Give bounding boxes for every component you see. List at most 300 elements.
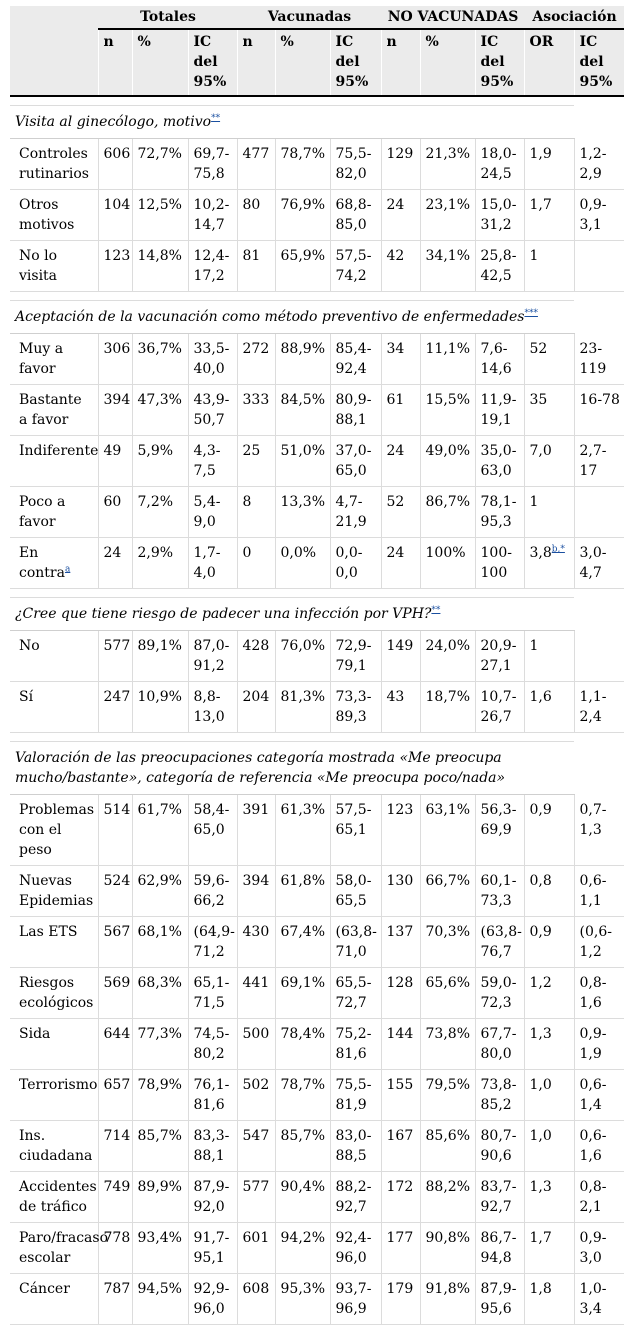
table-cell: [475, 385, 524, 436]
cell-value: 85,6%: [425, 1128, 470, 1144]
cell-value: (63,8-71,0: [335, 924, 377, 960]
table-cell: [574, 1070, 624, 1121]
cell-value: 35: [529, 392, 548, 408]
row-label-text: Indiferente: [19, 443, 99, 459]
row-label: [10, 1070, 98, 1121]
subheader-cell: %: [420, 29, 475, 96]
cell-value: 130: [386, 873, 414, 889]
table-cell: [98, 487, 132, 538]
table-cell: [524, 1019, 574, 1070]
cell-value: (64,9-71,2: [193, 924, 235, 960]
table-cell: [574, 1172, 624, 1223]
table-row: [10, 631, 624, 682]
cell-value: 577: [103, 638, 131, 654]
cell-value: 42: [386, 248, 405, 264]
cell-value: 601: [242, 1230, 270, 1246]
table-cell: [237, 190, 275, 241]
cell-value: 1,6: [529, 689, 552, 705]
table-row: [10, 1070, 624, 1121]
table-cell: [475, 487, 524, 538]
table-cell: [574, 866, 624, 917]
table-cell: [381, 968, 420, 1019]
section-title: [10, 598, 574, 631]
row-label-text: Poco a favor: [19, 494, 66, 530]
cell-value: 60: [103, 494, 122, 510]
cell-value: 87,0-91,2: [193, 638, 230, 674]
table-cell: [524, 1274, 574, 1325]
cell-value: 4,7-21,9: [335, 494, 367, 530]
cell-value: 72,7%: [137, 146, 182, 162]
subheader-cell: OR: [524, 29, 574, 96]
subheader-cell: n: [381, 29, 420, 96]
subheader-cell: n: [237, 29, 275, 96]
cell-value: 61,3%: [280, 802, 325, 818]
table-cell: [98, 1223, 132, 1274]
table-cell: [420, 436, 475, 487]
table-cell: [132, 1274, 188, 1325]
table-cell: [524, 385, 574, 436]
table-cell: [381, 917, 420, 968]
table-cell: [381, 795, 420, 866]
footnote-link[interactable]: **: [431, 605, 441, 616]
table-cell: [98, 1019, 132, 1070]
table-cell: [132, 1223, 188, 1274]
table-row: [10, 795, 624, 866]
cell-value: 88,2-92,7: [335, 1179, 372, 1215]
table-cell: [475, 1121, 524, 1172]
cell-value: 24: [103, 545, 122, 561]
cell-value: 1,0: [529, 1077, 552, 1093]
table-cell: [524, 682, 574, 733]
table-cell: [188, 385, 237, 436]
table-cell: [98, 1121, 132, 1172]
table-cell: [524, 631, 574, 682]
cell-value: 333: [242, 392, 270, 408]
cell-value: 76,1-81,6: [193, 1077, 230, 1113]
table-cell: [381, 436, 420, 487]
section-spacer: [10, 589, 624, 598]
table-cell: [330, 1070, 381, 1121]
spacer-cell: [10, 733, 574, 742]
cell-value: 62,9%: [137, 873, 182, 889]
table-cell: [524, 917, 574, 968]
table-body: [10, 96, 624, 1325]
cell-value: 608: [242, 1281, 270, 1297]
footnote-link[interactable]: a: [64, 564, 71, 575]
table-cell: [330, 917, 381, 968]
cell-value: 1: [529, 494, 539, 510]
table-cell: [420, 631, 475, 682]
cell-value: 85,4-92,4: [335, 341, 372, 377]
table-cell: [420, 682, 475, 733]
cell-value: 65,6%: [425, 975, 470, 991]
table-row: [10, 1223, 624, 1274]
table-cell: [420, 190, 475, 241]
table-row: [10, 917, 624, 968]
table-cell: [132, 538, 188, 589]
cell-value: 84,5%: [280, 392, 325, 408]
cell-value: 272: [242, 341, 270, 357]
table-row: [10, 968, 624, 1019]
table-cell: [98, 968, 132, 1019]
table-cell: [381, 385, 420, 436]
table-cell: [330, 241, 381, 292]
cell-value: 3,8: [529, 545, 552, 561]
cell-value: 52: [529, 341, 548, 357]
table-cell: [188, 795, 237, 866]
section-title-text: ¿Cree que tiene riesgo de padecer una infección por VPH?: [15, 606, 432, 622]
table-cell: [188, 1019, 237, 1070]
table-cell: [237, 682, 275, 733]
table-cell: [188, 487, 237, 538]
table-cell: [237, 1172, 275, 1223]
table-row: [10, 436, 624, 487]
cell-value: 394: [103, 392, 131, 408]
cell-value: 85,7%: [280, 1128, 325, 1144]
row-label-text: Nuevas Epidemias: [19, 873, 94, 909]
subheader-cell: %: [132, 29, 188, 96]
cell-value: 86,7%: [425, 494, 470, 510]
cell-value: 70,3%: [425, 924, 470, 940]
table-cell: [188, 866, 237, 917]
table-cell: [132, 795, 188, 866]
table-cell: [574, 1019, 624, 1070]
table-cell: [237, 631, 275, 682]
cell-value: 12,4-17,2: [193, 248, 230, 284]
row-label-text: Ins. ciudadana: [19, 1128, 93, 1164]
cell-value: 24: [386, 443, 405, 459]
table-cell: [330, 334, 381, 385]
cell-value: 2,7-17: [579, 443, 607, 479]
row-label-text: Las ETS: [19, 924, 78, 940]
cell-value: 128: [386, 975, 414, 991]
cell-value: 73,8%: [425, 1026, 470, 1042]
cell-value: 52: [386, 494, 405, 510]
table-cell: [237, 968, 275, 1019]
cell-value: 91,7-95,1: [193, 1230, 230, 1266]
cell-value: 51,0%: [280, 443, 325, 459]
table-cell: [275, 1274, 330, 1325]
table-cell: [574, 1121, 624, 1172]
table-cell: [524, 538, 574, 589]
cell-value: 0,9: [529, 802, 552, 818]
cell-value: 428: [242, 638, 270, 654]
cell-value: 25,8-42,5: [480, 248, 517, 284]
cell-value: 24: [386, 197, 405, 213]
cell-value: 95,3%: [280, 1281, 325, 1297]
cell-value: 1,2-2,9: [579, 145, 607, 182]
table-cell: [330, 139, 381, 190]
cell-value: 8,8-13,0: [193, 689, 225, 725]
table-cell: [237, 334, 275, 385]
subheader-cell: IC del 95%: [188, 29, 237, 96]
cell-value: 155: [386, 1077, 414, 1093]
table-cell: [188, 1223, 237, 1274]
section-title: [10, 301, 574, 334]
section-spacer: [10, 733, 624, 742]
table-cell: [475, 190, 524, 241]
table-cell: [188, 139, 237, 190]
table-cell: [132, 1070, 188, 1121]
table-cell: [237, 139, 275, 190]
table-cell: [188, 538, 237, 589]
table-cell: [330, 487, 381, 538]
cell-value: 3,0-4,7: [579, 545, 607, 581]
cell-value: 5,9%: [137, 443, 174, 459]
cell-value: 547: [242, 1128, 270, 1144]
cell-value: 61: [386, 392, 405, 408]
table-cell: [574, 682, 624, 733]
cell-value: 14,8%: [137, 248, 182, 264]
cell-value: 59,0-72,3: [480, 975, 517, 1011]
table-cell: [237, 1019, 275, 1070]
table-cell: [381, 631, 420, 682]
table-cell: [330, 385, 381, 436]
table-cell: [132, 917, 188, 968]
cell-value: 441: [242, 975, 270, 991]
table-cell: [275, 1223, 330, 1274]
table-cell: [188, 917, 237, 968]
cell-value: 68,1%: [137, 924, 182, 940]
cell-value: 1,2: [529, 975, 552, 991]
footnote-link[interactable]: ***: [524, 308, 538, 319]
table-row: [10, 487, 624, 538]
cell-value: 69,1%: [280, 975, 325, 991]
table-cell: [98, 1172, 132, 1223]
cell-value: 83,0-88,5: [335, 1128, 372, 1164]
row-label: [10, 1121, 98, 1172]
table-cell: [420, 1172, 475, 1223]
table-cell: [275, 385, 330, 436]
cell-value: 79,5%: [425, 1077, 470, 1093]
cell-value: 24,0%: [425, 638, 470, 654]
cell-value: 577: [242, 1179, 270, 1195]
table-cell: [330, 538, 381, 589]
cell-value: 61,7%: [137, 802, 182, 818]
spacer-cell: [10, 589, 574, 598]
cell-value: 85,7%: [137, 1128, 182, 1144]
table-cell: [524, 1070, 574, 1121]
table-cell: [330, 1172, 381, 1223]
cell-value: 43,9-50,7: [193, 392, 230, 428]
table-cell: [381, 866, 420, 917]
table-cell: [98, 436, 132, 487]
cell-value: 88,9%: [280, 341, 325, 357]
cell-value: 1,9: [529, 146, 552, 162]
table-cell: [275, 917, 330, 968]
table-cell: [330, 866, 381, 917]
cell-value: 8: [242, 494, 252, 510]
table-cell: [132, 1019, 188, 1070]
table-cell: [475, 538, 524, 589]
cell-value: 100%: [425, 545, 466, 561]
table-cell: [381, 334, 420, 385]
cell-value: 0,6-1,1: [579, 873, 607, 909]
row-label-text: Muy a favor: [19, 341, 64, 377]
table-cell: [98, 795, 132, 866]
table-cell: [574, 795, 624, 866]
table-cell: [475, 241, 524, 292]
section-title-text: Valoración de las preocupaciones categoría mostrada «Me preocupa mucho/bastante», categoría de referencia «Me preocupa poco/nada»: [15, 750, 506, 786]
table-cell: [574, 1223, 624, 1274]
table-cell: [98, 190, 132, 241]
footnote-link[interactable]: b,*: [551, 544, 565, 555]
cell-value: 1,7: [529, 1230, 552, 1246]
table-cell: [98, 334, 132, 385]
table-cell: [275, 968, 330, 1019]
table-cell: [574, 968, 624, 1019]
cell-value: 0,0%: [280, 545, 317, 561]
row-label: [10, 866, 98, 917]
table-cell: [574, 538, 624, 589]
table-cell: [420, 1274, 475, 1325]
cell-value: 65,1-71,5: [193, 975, 230, 1011]
table-cell: [475, 334, 524, 385]
cell-value: 43: [386, 689, 405, 705]
table-cell: [574, 334, 624, 385]
cell-value: 391: [242, 802, 270, 818]
cell-value: 1,1-2,4: [579, 689, 607, 725]
table-cell: [420, 139, 475, 190]
table-cell: [574, 436, 624, 487]
table-cell: [237, 1223, 275, 1274]
cell-value: 69,7-75,8: [193, 146, 230, 182]
cell-value: 129: [386, 146, 414, 162]
cell-value: 89,1%: [137, 638, 182, 654]
table-cell: [275, 241, 330, 292]
table-cell: [574, 190, 624, 241]
table-cell: [330, 631, 381, 682]
table-cell: [381, 139, 420, 190]
table-cell: [132, 1121, 188, 1172]
table-cell: [98, 241, 132, 292]
cell-value: 65,5-72,7: [335, 975, 372, 1011]
cell-value: 75,2-81,6: [335, 1026, 372, 1062]
cell-value: 77,3%: [137, 1026, 182, 1042]
table-row: [10, 1172, 624, 1223]
table-cell: [237, 487, 275, 538]
table-row: [10, 1121, 624, 1172]
table-cell: [98, 631, 132, 682]
table-cell: [275, 1121, 330, 1172]
table-cell: [188, 968, 237, 1019]
section-title-text: Visita al ginecólogo, motivo: [15, 114, 212, 130]
row-label-text: Controles rutinarios: [19, 146, 89, 182]
row-label-text: Bastante a favor: [19, 392, 82, 428]
cell-value: 0,9: [529, 924, 552, 940]
cell-value: (63,8-76,7: [480, 924, 522, 960]
group-no-vacunadas: NO VACUNADAS: [381, 6, 524, 29]
cell-value: 644: [103, 1026, 131, 1042]
cell-value: 172: [386, 1179, 414, 1195]
cell-value: 306: [103, 341, 131, 357]
cell-value: 10,7-26,7: [480, 689, 517, 725]
table-cell: [475, 917, 524, 968]
cell-value: 0,7-1,3: [579, 801, 607, 838]
cell-value: 60,1-73,3: [480, 873, 517, 909]
cell-value: 61,8%: [280, 873, 325, 889]
table-row: [10, 538, 624, 589]
cell-value: 90,8%: [425, 1230, 470, 1246]
table-cell: [237, 1121, 275, 1172]
cell-value: 78,1-95,3: [480, 494, 517, 530]
table-cell: [237, 241, 275, 292]
table-cell: [98, 538, 132, 589]
cell-value: 83,3-88,1: [193, 1128, 230, 1164]
table-cell: [574, 631, 624, 682]
table-cell: [98, 1070, 132, 1121]
cell-value: 21,3%: [425, 146, 470, 162]
table-cell: [574, 1274, 624, 1325]
table-row: [10, 241, 624, 292]
row-label-text: Accidentes de tráfico: [19, 1179, 97, 1215]
cell-value: 78,7%: [280, 146, 325, 162]
table-cell: [420, 241, 475, 292]
table-cell: [381, 1121, 420, 1172]
cell-value: 91,8%: [425, 1281, 470, 1297]
spacer-cell: [10, 292, 574, 301]
table-cell: [132, 1172, 188, 1223]
cell-value: 58,4-65,0: [193, 802, 230, 838]
row-label-text: Riesgos ecológicos: [19, 975, 94, 1011]
footnote-link[interactable]: **: [211, 113, 221, 124]
table-cell: [524, 190, 574, 241]
cell-value: 92,4-96,0: [335, 1230, 372, 1266]
cell-value: 87,9-95,6: [480, 1281, 517, 1317]
cell-value: 16-78: [579, 392, 620, 408]
table-cell: [574, 917, 624, 968]
cell-value: 149: [386, 638, 414, 654]
cell-value: 57,5-74,2: [335, 248, 372, 284]
cell-value: 13,3%: [280, 494, 325, 510]
table-cell: [524, 436, 574, 487]
cell-value: 80: [242, 197, 261, 213]
cell-value: 167: [386, 1128, 414, 1144]
cell-value: 93,4%: [137, 1230, 182, 1246]
cell-value: 394: [242, 873, 270, 889]
row-label: [10, 1274, 98, 1325]
subheader-cell: n: [98, 29, 132, 96]
table-cell: [275, 190, 330, 241]
cell-value: 0,8-2,1: [579, 1179, 607, 1215]
cell-value: 1: [529, 248, 539, 264]
table-cell: [188, 241, 237, 292]
table-cell: [475, 795, 524, 866]
cell-value: 23,1%: [425, 197, 470, 213]
table-cell: [132, 139, 188, 190]
table-row: [10, 334, 624, 385]
table-cell: [330, 190, 381, 241]
table-cell: [275, 795, 330, 866]
table-cell: [381, 190, 420, 241]
table-cell: [237, 436, 275, 487]
table-cell: [524, 968, 574, 1019]
table-cell: [237, 538, 275, 589]
cell-value: (0,6-1,2: [579, 924, 612, 960]
row-label: [10, 436, 98, 487]
row-label: [10, 795, 98, 866]
table-cell: [275, 682, 330, 733]
table-cell: [275, 334, 330, 385]
cell-value: 0,9-1,9: [579, 1026, 607, 1062]
row-label: [10, 1223, 108, 1274]
cell-value: 88,2%: [425, 1179, 470, 1195]
table-cell: [132, 190, 188, 241]
cell-value: 25: [242, 443, 261, 459]
cell-value: 477: [242, 146, 270, 162]
subheader-cell: %: [275, 29, 330, 96]
table-cell: [420, 487, 475, 538]
